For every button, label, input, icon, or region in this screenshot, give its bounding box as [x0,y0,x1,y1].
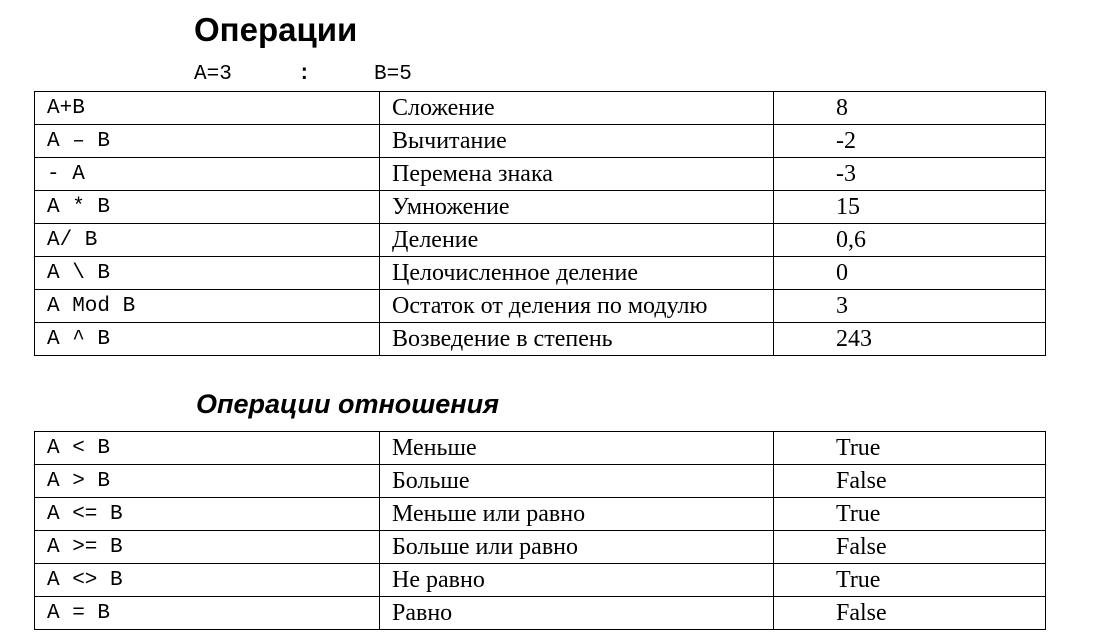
operation-result: True [774,564,1046,597]
table-row [35,498,1046,531]
table-row [35,531,1046,564]
operation-expression: A/ B [35,224,380,257]
operation-name: Равно [380,597,774,630]
operation-result: False [774,531,1046,564]
operation-result: True [774,498,1046,531]
operation-name: Вычитание [380,125,774,158]
table-row [35,191,1046,224]
variable-b: B=5 [374,63,412,86]
relational-operations-table [34,431,1046,630]
operation-result: False [774,597,1046,630]
operation-expression: A ^ B [35,323,380,356]
operation-name: Не равно [380,564,774,597]
operation-name: Деление [380,224,774,257]
table-row [35,465,1046,498]
operation-name: Больше или равно [380,531,774,564]
arithmetic-operations-table [34,91,1046,356]
operation-name: Меньше [380,432,774,465]
variable-values [194,63,412,87]
operation-result: 15 [774,191,1046,224]
table-row [35,125,1046,158]
operation-expression: A = B [35,597,380,630]
operation-name: Возведение в степень [380,323,774,356]
table-row [35,158,1046,191]
table-row [35,290,1046,323]
operation-result: 3 [774,290,1046,323]
operation-expression: A <> B [35,564,380,597]
section-title-relations: Операции отношения [196,389,499,419]
operation-name: Целочисленное деление [380,257,774,290]
operation-name: Перемена знака [380,158,774,191]
operation-expression: A <= B [35,498,380,531]
operation-name: Сложение [380,92,774,125]
operation-expression: - A [35,158,380,191]
operation-expression: A < B [35,432,380,465]
table-row [35,597,1046,630]
operation-expression: A+B [35,92,380,125]
table-row [35,564,1046,597]
operation-result: 8 [774,92,1046,125]
operation-name: Умножение [380,191,774,224]
operation-expression: A – B [35,125,380,158]
variable-a: A=3 [194,63,232,86]
table-row [35,323,1046,356]
operation-expression: A \ B [35,257,380,290]
operation-result: True [774,432,1046,465]
operation-result: 0 [774,257,1046,290]
table-row [35,257,1046,290]
operation-expression: A * B [35,191,380,224]
variable-separator: : [298,63,311,86]
table-row [35,92,1046,125]
operation-name: Больше [380,465,774,498]
operation-name: Остаток от деления по модулю [380,290,774,323]
page-title: Операции [194,11,358,48]
operation-name: Меньше или равно [380,498,774,531]
operation-result: -2 [774,125,1046,158]
operation-result: 243 [774,323,1046,356]
table-row [35,224,1046,257]
operation-expression: A >= B [35,531,380,564]
table-row [35,432,1046,465]
operation-expression: A > B [35,465,380,498]
operation-expression: A Mod B [35,290,380,323]
operation-result: 0,6 [774,224,1046,257]
operation-result: False [774,465,1046,498]
operation-result: -3 [774,158,1046,191]
